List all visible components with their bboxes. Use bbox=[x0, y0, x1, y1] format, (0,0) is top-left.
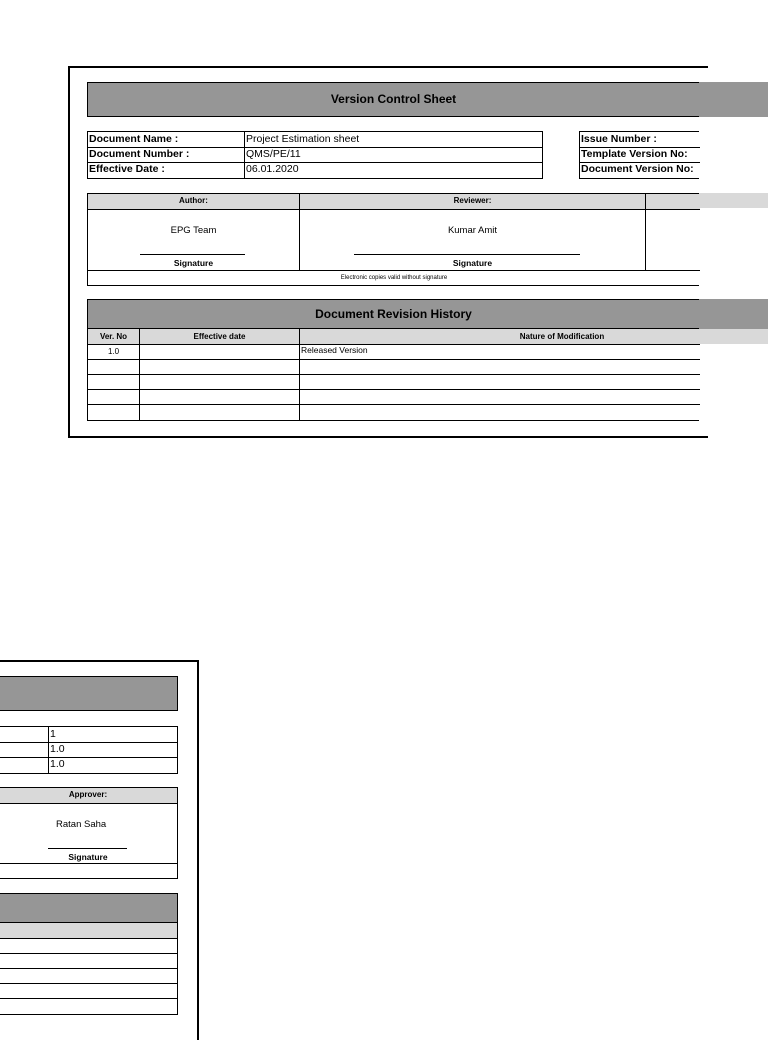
electronic-copy-note: Electronic copies valid without signature bbox=[340, 275, 448, 281]
version-info-table bbox=[579, 131, 699, 179]
title-bar-overflow bbox=[699, 82, 768, 117]
page2-revision-header-row bbox=[0, 923, 177, 938]
revision-nature-value: Released Version bbox=[301, 345, 368, 355]
revision-title-overflow bbox=[699, 299, 768, 329]
approver-signature-label: Signature bbox=[68, 852, 108, 862]
revision-history-title: Document Revision History bbox=[315, 307, 472, 321]
author-signature-line bbox=[140, 254, 245, 255]
reviewer-header: Reviewer: bbox=[453, 196, 492, 205]
revision-history-table bbox=[87, 328, 699, 421]
page2-title-bar bbox=[0, 676, 178, 711]
ver-no-header: Ver. No bbox=[99, 332, 128, 341]
page2-revision-title-bar bbox=[0, 893, 178, 923]
document-name-label: Document Name : bbox=[89, 133, 179, 145]
reviewer-signature-label: Signature bbox=[452, 258, 493, 268]
document-name-value: Project Estimation sheet bbox=[246, 133, 360, 145]
approver-block bbox=[0, 787, 178, 879]
document-number-label: Document Number : bbox=[89, 148, 190, 160]
author-signature-label: Signature bbox=[173, 258, 214, 268]
issue-number-value: 1 bbox=[50, 728, 56, 740]
author-name: EPG Team bbox=[170, 225, 217, 236]
document-version-value: 1.0 bbox=[50, 758, 65, 770]
signature-block bbox=[87, 193, 699, 286]
revision-ver-value: 1.0 bbox=[107, 347, 120, 356]
approver-name: Ratan Saha bbox=[56, 819, 107, 830]
issue-number-label: Issue Number : bbox=[581, 133, 657, 145]
version-control-title-bar bbox=[87, 82, 699, 117]
signature-header-overflow bbox=[699, 193, 768, 208]
effective-date-header: Effective date bbox=[193, 332, 246, 341]
effective-date-label: Effective Date : bbox=[89, 163, 165, 175]
author-header: Author: bbox=[179, 196, 208, 205]
reviewer-name: Kumar Amit bbox=[447, 225, 498, 236]
nature-of-modification-header: Nature of Modification bbox=[519, 332, 605, 341]
approver-header: Approver: bbox=[68, 790, 108, 799]
version-control-title: Version Control Sheet bbox=[330, 92, 457, 106]
document-number-value: QMS/PE/11 bbox=[246, 148, 301, 160]
approver-signature-line bbox=[48, 848, 127, 849]
revision-history-title-bar bbox=[87, 299, 699, 329]
template-version-value: 1.0 bbox=[50, 743, 65, 755]
reviewer-signature-line bbox=[354, 254, 580, 255]
document-info-table bbox=[87, 131, 543, 179]
page2-info-values bbox=[0, 726, 178, 774]
template-version-label: Template Version No: bbox=[581, 148, 688, 160]
revision-header-overflow bbox=[699, 329, 768, 344]
document-version-label: Document Version No: bbox=[581, 163, 694, 175]
page2-revision-table bbox=[0, 922, 178, 1015]
effective-date-value: 06.01.2020 bbox=[246, 163, 299, 175]
